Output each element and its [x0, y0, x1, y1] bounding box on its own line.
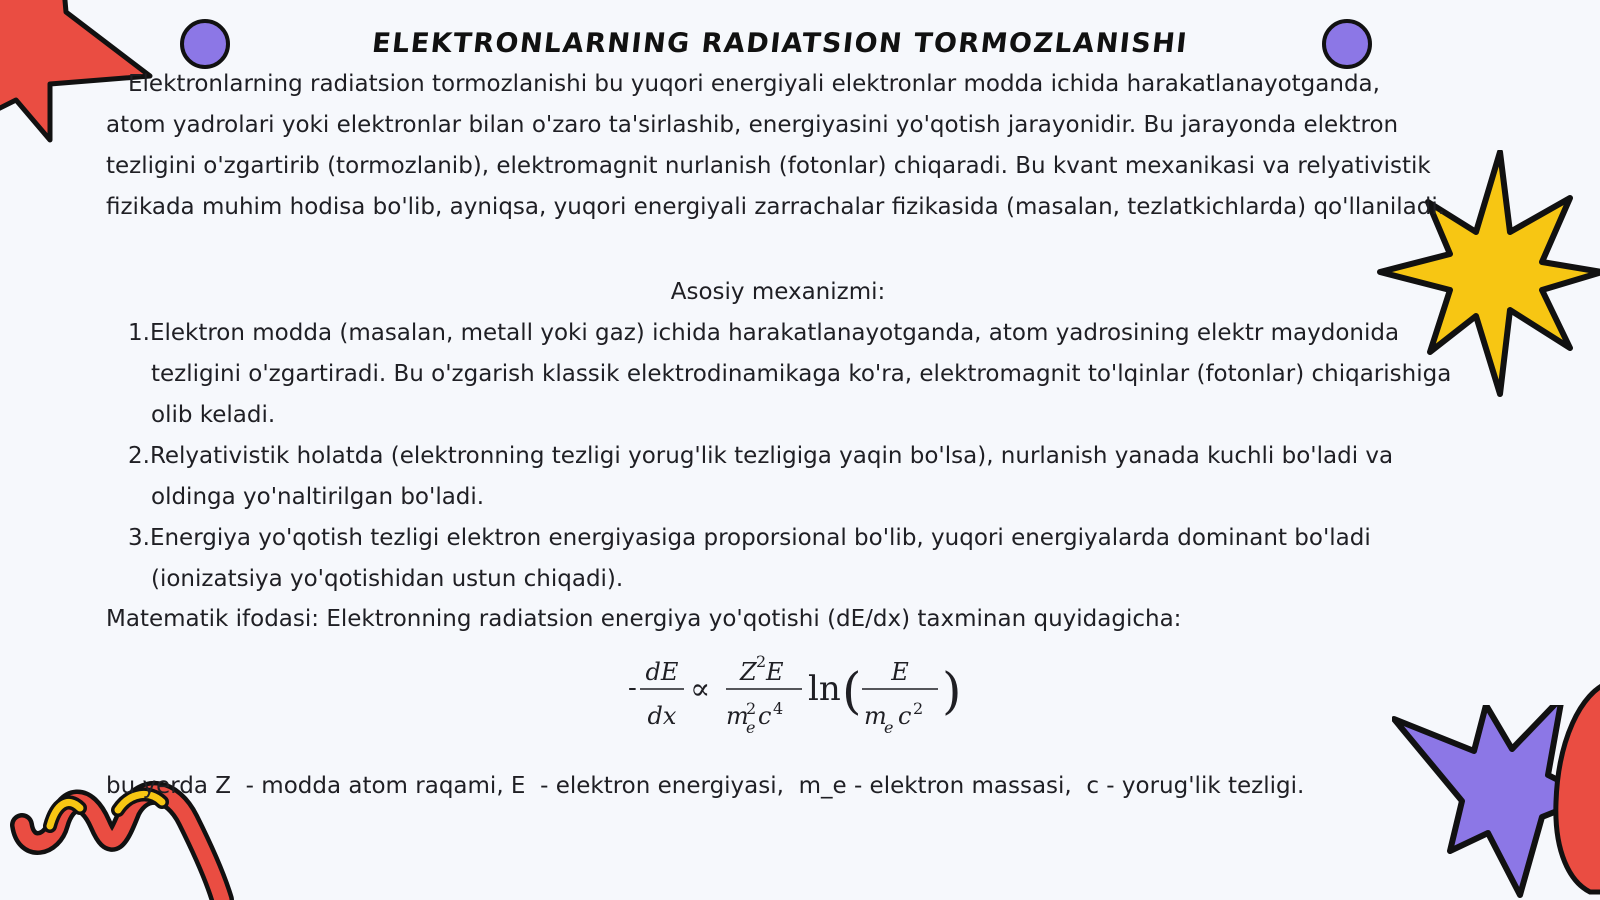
formula-left-paren: ( — [842, 662, 862, 720]
formula-ln: ln — [808, 669, 841, 709]
formula-denominator-c: c — [898, 702, 912, 730]
formula-intro: Matematik ifodasi: Elektronning radiatsion energiya yo'qotishi (dE/dx) taxminan quyidagicha: — [106, 606, 1182, 632]
energy-loss-formula — [628, 652, 976, 742]
mechanism-heading: Asosiy mexanizmi: — [670, 279, 886, 305]
formula-m-subscript: e — [746, 718, 756, 737]
list-item: 2.Relyativistik holatda (elektronning tezligi yorug'lik tezligiga yaqin bo'lsa), nurlanish yanada kuchli bo'ladi va oldinga yo'naltirilgan bo'ladi. — [128, 443, 1394, 510]
formula-right-paren: ) — [942, 662, 962, 720]
formula-z: Z — [740, 658, 757, 686]
formula-de: dE — [645, 658, 679, 686]
formula-m-exponent: 2 — [746, 699, 757, 718]
slide-title: ELEKTRONLARNING RADIATSION TORMOZLANISHI — [370, 28, 1190, 59]
intro-paragraph: Elektronlarning radiatsion tormozlanishi bu yuqori energiyali elektronlar modda ichida harakatlanayotganda, atom yadrolari yoki elektronlar bilan o'zaro ta'sirlashib, energiyasini yo'qotish jarayonidir. Bu jarayonda elektron tezligini o'zgartirib (tormozlanib), elektromagnit nurlanish (fotonlar) chiqaradi. Bu kvant mexanikasi va relyativistik fizikada muhim hodisa bo'lib, ayniqsa, yuqori energiyali zarrachalar fizikasida (masalan, tezlatkichlarda) qo'llaniladi. — [106, 71, 1446, 220]
formula-c: c — [758, 702, 772, 730]
formula-proportional: ∝ — [690, 672, 711, 707]
formula-c-exponent: 4 — [773, 699, 784, 718]
formula-minus: - — [628, 673, 637, 703]
variable-definitions: bu yerda Z - modda atom raqami, E - elektron energiyasi, m_e - elektron massasi, c - yorug'lik tezligi. — [106, 773, 1305, 799]
formula-dx: dx — [647, 702, 677, 730]
list-item: 3.Energiya yo'qotish tezligi elektron energiyasiga proporsional bo'lib, yuqori energiyalarda dominant bo'ladi (ionizatsiya yo'qotishidan ustun chiqadi). — [128, 525, 1371, 592]
formula-e: E — [766, 658, 784, 686]
formula-denominator-subscript: e — [884, 718, 894, 737]
mechanism-list — [128, 313, 1458, 600]
formula-denominator-exponent: 2 — [913, 699, 924, 718]
formula-denominator-m: m — [864, 702, 887, 730]
formula-m: m — [726, 702, 749, 730]
formula-z-exponent: 2 — [756, 652, 767, 671]
formula-numerator-e: E — [891, 658, 909, 686]
list-item: 1.Elektron modda (masalan, metall yoki gaz) ichida harakatlanayotganda, atom yadrosining elektr maydonida tezligini o'zgartiradi. Bu o'zgarish klassik elektrodinamikaga ko'ra, elektromagnit to'lqinlar (fotonlar) chiqarishiga olib keladi. — [128, 320, 1452, 428]
red-shape-bottom-right-icon — [1550, 682, 1600, 900]
